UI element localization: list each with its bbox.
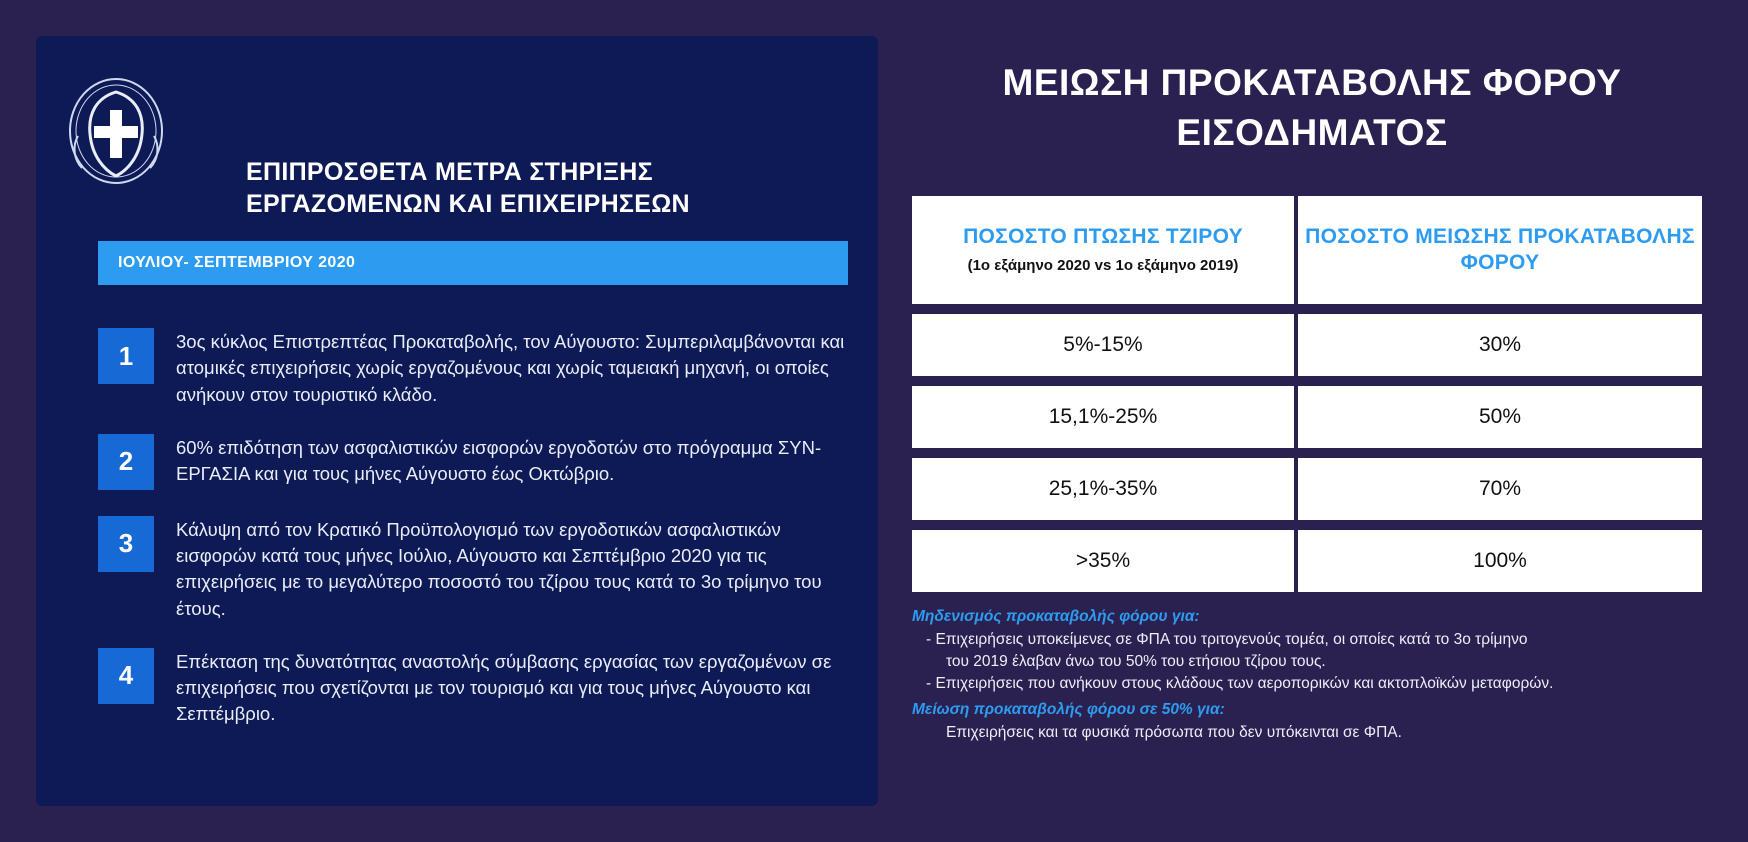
table-cell-tax-reduction: 50% (1298, 386, 1702, 448)
list-item-text: 3ος κύκλος Επιστρεπτέας Προκαταβολής, τον Αύγουστο: Συμπεριλαμβάνονται και ατομικές επιχειρήσεις χωρίς εργαζομένους και χωρίς ταμειακή μηχανή, οι οποίες ανήκουν στον τουριστικό κλάδο. (176, 331, 845, 405)
list-item-number: 3 (98, 516, 154, 572)
table-cell-turnover-drop: 15,1%-25% (912, 386, 1294, 448)
list-item-number: 4 (98, 648, 154, 704)
table-cell-tax-reduction: 70% (1298, 458, 1702, 520)
footnote-line: του 2019 έλαβαν άνω του 50% του ετήσιου τζίρου τους. (946, 652, 1326, 670)
list-item-number: 2 (98, 434, 154, 490)
period-label: ΙΟΥΛΙΟΥ- ΣΕΠΤΕΜΒΡΙΟΥ 2020 (118, 254, 356, 271)
tax-reduction-table (912, 196, 1702, 592)
table-cell-turnover-drop: 5%-15% (912, 314, 1294, 376)
table-row (912, 314, 1702, 376)
list-item (98, 328, 858, 408)
table-row (912, 386, 1702, 448)
header-main-text: ΠΟΣΟΣΤΟ ΠΤΩΣΗΣ ΤΖΙΡΟΥ (963, 224, 1243, 248)
header-main-text: ΠΟΣΟΣΤΟ ΜΕΙΩΣΗΣ ΠΡΟΚΑΤΑΒΟΛΗΣ ΦΟΡΟΥ (1305, 224, 1695, 274)
footnote-line: - Επιχειρήσεις υποκείμενες σε ΦΠΑ του τριτογενούς τομέα, οι οποίες κατά το 3ο τρίμηνο (926, 630, 1528, 648)
table-cell-turnover-drop: >35% (912, 530, 1294, 592)
hellenic-republic-emblem-icon (66, 76, 166, 186)
header-sub-text: (1ο εξάμηνο 2020 vs 1ο εξάμηνο 2019) (967, 257, 1239, 275)
table-cell-turnover-drop: 25,1%-35% (912, 458, 1294, 520)
list-item (98, 648, 858, 728)
period-banner (98, 241, 848, 285)
measures-list (98, 328, 858, 754)
list-item (98, 516, 858, 622)
list-item-text: Κάλυψη από τον Κρατικό Προϋπολογισμό των εργοδοτικών ασφαλιστικών εισφορών κατά τους μήνες Ιούλιο, Αύγουστο και Σεπτέμβριο 2020 για τις επιχειρήσεις με το μεγαλύτερο ποσοστό του τζίρου τους κατά το 3ο τρίμηνο του έτους. (176, 518, 822, 619)
list-item (98, 434, 858, 490)
list-item-text: 60% επιδότηση των ασφαλιστικών εισφορών εργοδοτών στο πρόγραμμα ΣΥΝ-ΕΡΓΑΣΙΑ και για τους μήνες Αύγουστο έως Οκτώβριο. (176, 436, 822, 485)
left-panel (36, 36, 878, 806)
footnote-line: Επιχειρήσεις και τα φυσικά πρόσωπα που δεν υπόκεινται σε ΦΠΑ. (946, 723, 1402, 741)
table-header-row (912, 196, 1702, 304)
left-panel-title: ΕΠΙΠΡΟΣΘΕΤΑ ΜΕΤΡΑ ΣΤΗΡΙΞΗΣ ΕΡΓΑΖΟΜΕΝΩΝ ΚΑΙ ΕΠΙΧΕΙΡΗΣΕΩΝ (246, 158, 690, 218)
list-item-text: Επέκταση της δυνατότητας αναστολής σύμβασης εργασίας των εργαζομένων σε επιχειρήσεις που σχετίζονται με τον τουρισμό και για τους μήνες Αύγουστο και Σεπτέμβριο. (176, 650, 832, 725)
table-cell-tax-reduction: 30% (1298, 314, 1702, 376)
list-item-number: 1 (98, 328, 154, 384)
right-panel (912, 36, 1712, 806)
right-panel-title: ΜΕΙΩΣΗ ΠΡΟΚΑΤΑΒΟΛΗΣ ΦΟΡΟΥ ΕΙΣΟΔΗΜΑΤΟΣ (1002, 62, 1622, 153)
table-row (912, 530, 1702, 592)
footnote-heading-zero-advance: Μηδενισμός προκαταβολής φόρου για: (912, 607, 1200, 625)
table-header-cell-tax-reduction (1298, 196, 1702, 304)
table-header-cell-turnover-drop (912, 196, 1294, 304)
footnotes (912, 608, 1702, 744)
table-row (912, 458, 1702, 520)
footnote-heading-half-advance: Μείωση προκαταβολής φόρου σε 50% για: (912, 700, 1225, 718)
table-cell-tax-reduction: 100% (1298, 530, 1702, 592)
footnote-line: - Επιχειρήσεις που ανήκουν στους κλάδους των αεροπορικών και ακτοπλοϊκών μεταφορών. (926, 674, 1554, 692)
